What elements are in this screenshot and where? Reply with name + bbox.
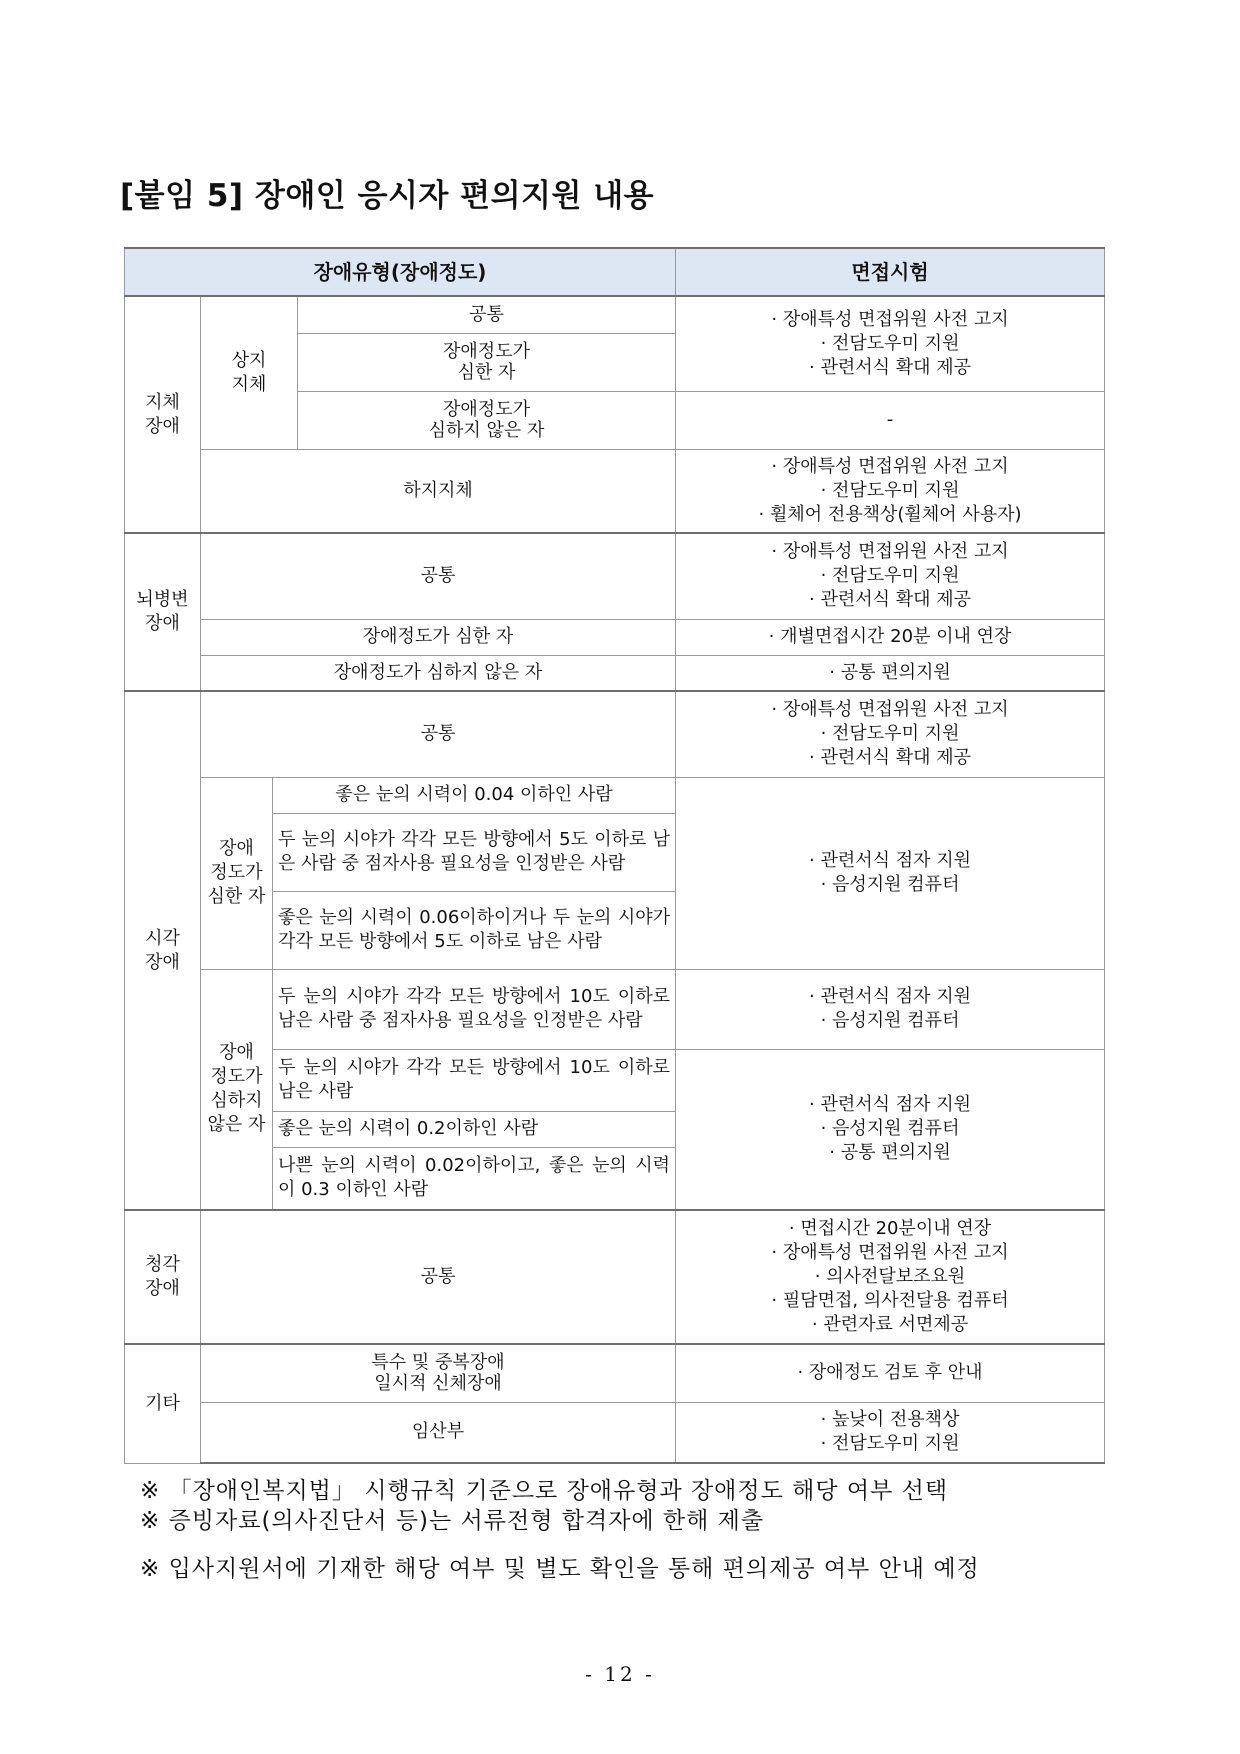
- upper-common-cell: 공통: [298, 296, 676, 333]
- category-other: 기타: [125, 1344, 201, 1463]
- subcategory-upper: 상지 지체: [201, 296, 298, 449]
- lower-limb-cell: 하지지체: [201, 449, 676, 533]
- upper-mild-cell: 장애정도가 심하지 않은 자: [298, 391, 676, 449]
- brain-mild-support-cell: · 공통 편의지원: [676, 655, 1105, 691]
- upper-severe-cell: 장애정도가 심한 자: [298, 333, 676, 391]
- other-special-support-cell: · 장애정도 검토 후 안내: [676, 1344, 1105, 1402]
- other-special-cell: 특수 및 중복장애 일시적 신체장애: [201, 1344, 676, 1402]
- header-interview: 면접시험: [676, 248, 1105, 296]
- visual-severe-support-cell: · 관련서식 점자 지원 · 음성지원 컴퓨터: [676, 777, 1105, 969]
- visual-severe-item-1: 좋은 눈의 시력이 0.04 이하인 사람: [273, 777, 676, 813]
- note-3: ※ 입사지원서에 기재한 해당 여부 및 별도 확인을 통해 편의제공 여부 안내 예정: [140, 1556, 980, 1582]
- table-row: [125, 533, 1105, 619]
- header-type: 장애유형(장애정도): [125, 248, 676, 296]
- brain-common-cell: 공통: [201, 533, 676, 619]
- table-row: [125, 655, 1105, 691]
- table-row: [125, 296, 1105, 333]
- category-brain: 뇌병변 장애: [125, 533, 201, 691]
- brain-mild-cell: 장애정도가 심하지 않은 자: [201, 655, 676, 691]
- visual-common-cell: 공통: [201, 691, 676, 777]
- category-visual: 시각 장애: [125, 691, 201, 1210]
- lower-limb-support-cell: · 장애특성 면접위원 사전 고지 · 전담도우미 지원 · 휠체어 전용책상(휠체어 사용자): [676, 449, 1105, 533]
- visual-severe-item-3: 좋은 눈의 시력이 0.06이하이거나 두 눈의 시야가 각각 모든 방향에서 5도 이하로 남은 사람: [273, 891, 676, 969]
- brain-severe-support-cell: · 개별면접시간 20분 이내 연장: [676, 619, 1105, 655]
- brain-severe-cell: 장애정도가 심한 자: [201, 619, 676, 655]
- other-pregnant-cell: 임산부: [201, 1402, 676, 1463]
- table-row: [125, 969, 1105, 1049]
- table-row: [125, 777, 1105, 813]
- table-row: [125, 619, 1105, 655]
- visual-mild-item-2: 두 눈의 시야가 각각 모든 방향에서 10도 이하로 남은 사람: [273, 1049, 676, 1111]
- upper-severe-support-cell: · 장애특성 면접위원 사전 고지 · 전담도우미 지원 · 관련서식 확대 제공: [676, 296, 1105, 391]
- visual-mild-item-1: 두 눈의 시야가 각각 모든 방향에서 10도 이하로 남은 사람 중 점자사용 필요성을 인정받은 사람: [273, 969, 676, 1049]
- visual-common-support-cell: · 장애특성 면접위원 사전 고지 · 전담도우미 지원 · 관련서식 확대 제공: [676, 691, 1105, 777]
- table-row: [125, 1210, 1105, 1344]
- visual-mild-1-support-cell: · 관련서식 점자 지원 · 음성지원 컴퓨터: [676, 969, 1105, 1049]
- page-number: - 12 -: [585, 1662, 655, 1686]
- other-pregnant-support-cell: · 높낮이 전용책상 · 전담도우미 지원: [676, 1402, 1105, 1463]
- table-header-row: [125, 248, 1105, 296]
- upper-mild-support-cell: -: [676, 391, 1105, 449]
- notes: [140, 1476, 1100, 1584]
- category-physical: 지체 장애: [125, 296, 201, 533]
- table-row: [125, 1402, 1105, 1463]
- visual-mild-rest-support-cell: · 관련서식 점자 지원 · 음성지원 컴퓨터 · 공통 편의지원: [676, 1049, 1105, 1210]
- visual-severe-item-2: 두 눈의 시야가 각각 모든 방향에서 5도 이하로 남은 사람 중 점자사용 필요성을 인정받은 사람: [273, 813, 676, 891]
- note-1: ※ 「장애인복지법」 시행규칙 기준으로 장애유형과 장애정도 해당 여부 선택: [140, 1478, 949, 1504]
- hearing-common-support-cell: · 면접시간 20분이내 연장 · 장애특성 면접위원 사전 고지 · 의사전달보조요원 · 필담면접, 의사전달용 컴퓨터 · 관련자료 서면제공: [676, 1210, 1105, 1344]
- visual-mild-item-4: 나쁜 눈의 시력이 0.02이하이고, 좋은 눈의 시력이 0.3 이하인 사람: [273, 1147, 676, 1209]
- category-hearing: 청각 장애: [125, 1210, 201, 1344]
- visual-severe-label: 장애 정도가 심한 자: [201, 777, 273, 969]
- table-row: [125, 449, 1105, 533]
- note-2: ※ 증빙자료(의사진단서 등)는 서류전형 합격자에 한해 제출: [140, 1508, 765, 1534]
- support-table: [124, 247, 1105, 1464]
- table-row: [125, 1344, 1105, 1402]
- hearing-common-cell: 공통: [201, 1210, 676, 1344]
- visual-mild-label: 장애 정도가 심하지 않은 자: [201, 969, 273, 1210]
- page-title: [붙임 5] 장애인 응시자 편의지원 내용: [120, 178, 655, 214]
- visual-mild-item-3: 좋은 눈의 시력이 0.2이하인 사람: [273, 1111, 676, 1147]
- table-row: [125, 691, 1105, 777]
- brain-common-support-cell: · 장애특성 면접위원 사전 고지 · 전담도우미 지원 · 관련서식 확대 제공: [676, 533, 1105, 619]
